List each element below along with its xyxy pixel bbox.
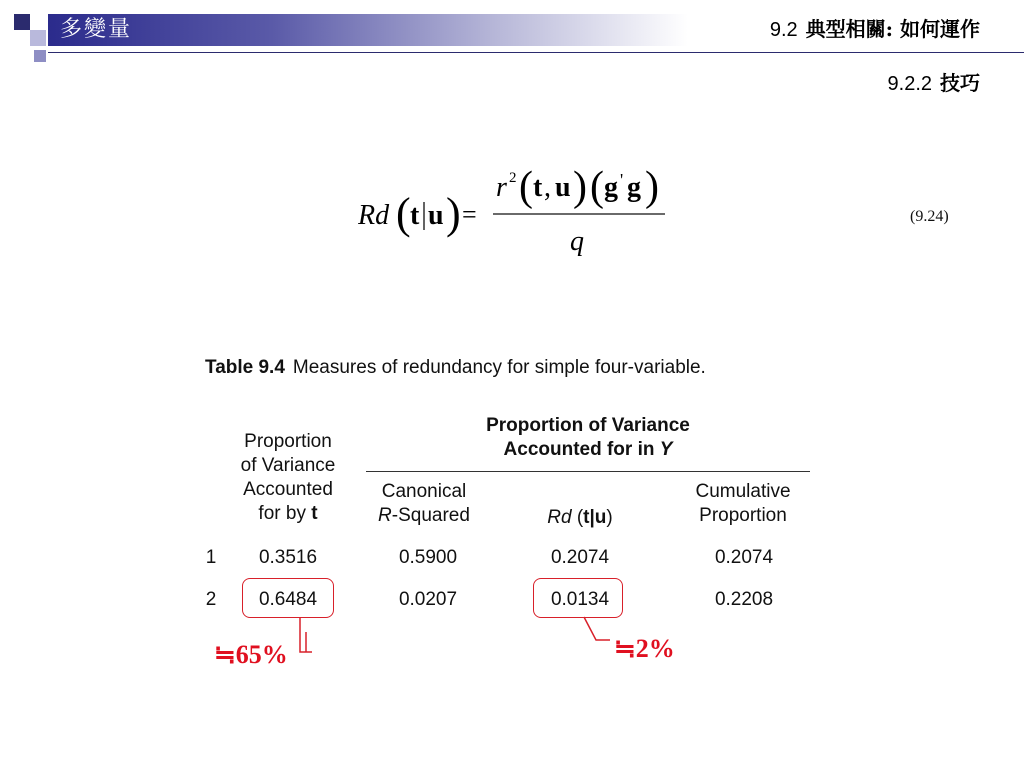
section-title <box>770 13 980 42</box>
svg-text:r: r <box>496 172 507 203</box>
header-square-light <box>30 30 46 46</box>
table-row-2-prop-t: 0.6484 <box>258 589 318 610</box>
header-gradient-bar <box>48 14 688 46</box>
svg-text:u: u <box>555 172 571 203</box>
svg-text:(: ( <box>590 164 604 210</box>
col-header-cumulative: Cumulative Proportion <box>695 481 791 526</box>
highlight-box-rd <box>533 578 623 618</box>
highlight-box-prop-t <box>242 578 334 618</box>
table-row-1-prop-t: 0.3516 <box>258 547 318 568</box>
svg-text:g: g <box>604 172 618 203</box>
section-name: 典型相關: 如何運作 <box>805 17 980 41</box>
table-row-1-index: 1 <box>205 547 217 568</box>
subsection-title <box>888 67 980 96</box>
group-header-line1: Proportion of Variance <box>486 415 690 436</box>
group-header-rule <box>366 471 810 472</box>
col-header-rd: Rd (t|u) <box>547 507 613 528</box>
table-row-1-canonical: 0.5900 <box>398 547 458 568</box>
table-caption-text: Measures of redundancy for simple four-variable. <box>292 357 706 378</box>
table-row-1-cumulative: 0.2074 <box>714 547 774 568</box>
svg-text:): ) <box>573 164 587 210</box>
section-number: 9.2 <box>769 19 798 41</box>
annotation-approx-65: ≒65% <box>214 640 288 669</box>
svg-text:(: ( <box>396 189 411 238</box>
svg-text:g: g <box>627 172 641 203</box>
col-header-prop-t-line3: Accounted <box>243 479 333 500</box>
svg-text:=: = <box>462 200 477 229</box>
deck-title: 多變量 <box>60 17 133 42</box>
table-row-2-index: 2 <box>205 589 217 610</box>
table-caption-label: Table 9.4 <box>205 357 285 378</box>
col-header-prop-t-line4: for by t <box>258 503 318 524</box>
subsection-name: 技巧 <box>940 71 980 95</box>
equation-number: (9.24) <box>910 208 949 225</box>
table-caption <box>205 357 706 379</box>
svg-text:): ) <box>446 189 461 238</box>
callout-line-prop-t <box>300 617 312 652</box>
table-row-2-cumulative: 0.2208 <box>714 589 774 610</box>
subsection-number: 9.2.2 <box>887 73 932 95</box>
col-header-prop-t-line1: Proportion <box>244 431 332 452</box>
col-header-prop-t-line2: of Variance <box>240 455 336 476</box>
svg-text:t: t <box>533 172 543 203</box>
table-row-2-canonical: 0.0207 <box>398 589 458 610</box>
svg-text:u: u <box>428 200 444 231</box>
annotation-approx-2: ≒2% <box>614 634 675 663</box>
svg-text:': ' <box>620 170 624 190</box>
group-header <box>430 414 746 462</box>
header-square-dark <box>14 14 30 30</box>
header-divider <box>48 52 1024 53</box>
svg-text:,: , <box>544 172 551 203</box>
svg-text:t: t <box>410 200 420 231</box>
svg-text:q: q <box>570 226 584 257</box>
callout-line-rd <box>584 617 610 640</box>
svg-text:(: ( <box>519 164 533 210</box>
group-header-line2: Accounted for in Y <box>503 439 673 460</box>
col-header-canonical: Canonical R-Squared <box>378 481 470 526</box>
svg-text:): ) <box>645 164 659 210</box>
col-header-prop-t <box>222 430 354 526</box>
formula-graphic <box>358 162 678 262</box>
svg-text:Rd: Rd <box>358 200 390 231</box>
header-square-mid <box>34 50 46 62</box>
svg-text:2: 2 <box>509 170 517 186</box>
table-row-1-rd: 0.2074 <box>550 547 610 568</box>
redundancy-formula <box>358 162 678 262</box>
table-row-2-rd: 0.0134 <box>550 589 610 610</box>
